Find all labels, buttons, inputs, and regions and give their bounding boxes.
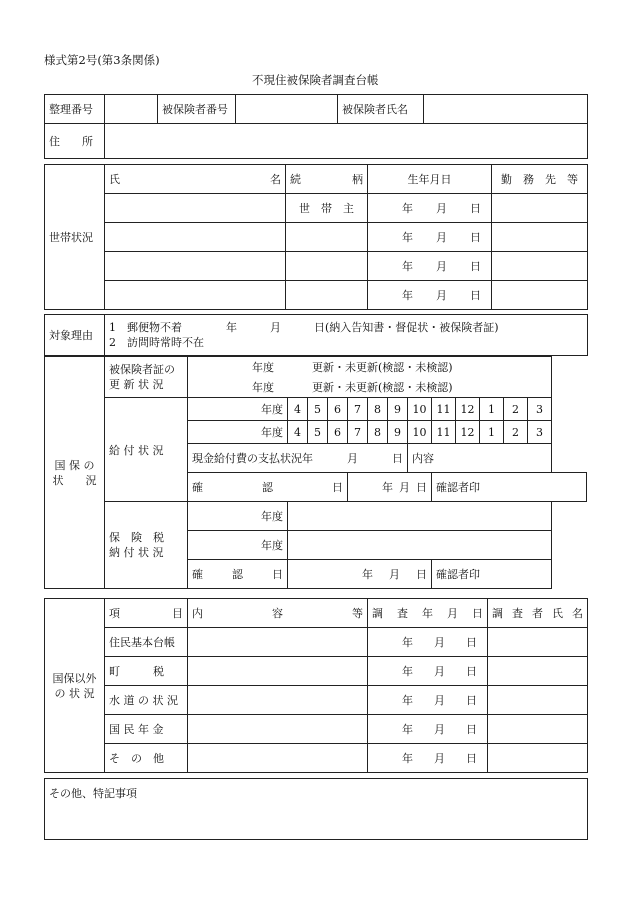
month-cell[interactable]: 4 (288, 421, 308, 444)
hihoken-name-field[interactable] (424, 95, 588, 124)
month-cell[interactable]: 9 (388, 421, 408, 444)
month-label: 月 (434, 752, 445, 765)
month-cell[interactable]: 12 (456, 421, 480, 444)
jusho-label: 住 所 (45, 124, 105, 159)
item-label: 国 民 年 金 (105, 715, 188, 744)
member-name-field[interactable] (105, 223, 286, 252)
year-label: 年 (402, 665, 413, 678)
kokuho-label-b: 状 況 (52, 473, 97, 487)
content-field[interactable] (188, 686, 368, 715)
person-field[interactable] (488, 744, 588, 773)
item-label: 町 税 (105, 657, 188, 686)
naiyo-cell[interactable] (408, 444, 552, 473)
month-cell[interactable]: 4 (288, 398, 308, 421)
year-label: 年 (402, 289, 413, 302)
payment-text: 現金給付費の支払状況 (192, 452, 302, 465)
kakunin-label: 確 認 日 (188, 473, 348, 502)
month-cell[interactable]: 6 (328, 398, 348, 421)
person-field[interactable] (488, 628, 588, 657)
card-renew-a: 被保険者証の (109, 363, 175, 376)
day-label: 日 (392, 452, 403, 465)
notes-field[interactable] (45, 779, 588, 840)
card-renew-label (105, 357, 188, 398)
other-label-b: の 状 況 (54, 686, 95, 700)
tax-kakunin-seal[interactable] (432, 560, 552, 589)
form-title: 不現住被保険者調査台帳 (252, 73, 379, 87)
year-label: 年 (362, 568, 373, 581)
kakunin-seal-label: 確認者印 (436, 481, 480, 494)
day-label: 日 (466, 694, 477, 707)
other-label (45, 599, 105, 773)
month-label: 月 (434, 694, 445, 707)
renew-row-1 (188, 357, 552, 378)
seiri-field[interactable] (105, 95, 158, 124)
setai-head: 世 帯 主 (286, 194, 368, 223)
renew-options: 更新・未更新(検認・未検認) (312, 361, 453, 374)
month-label: 月 (434, 723, 445, 736)
month-cell[interactable]: 11 (432, 398, 456, 421)
month-label: 月 (436, 231, 447, 244)
year-label: 年 (402, 752, 413, 765)
col-person: 調 査 者 氏 名 (488, 599, 588, 628)
top-table (44, 94, 588, 159)
content-field[interactable] (188, 744, 368, 773)
month-cell[interactable]: 6 (328, 421, 348, 444)
notes-label: その他、特記事項 (49, 787, 137, 800)
card-renew-b: 更 新 状 況 (109, 378, 164, 391)
nendo-label: 年度 (188, 421, 288, 444)
day-label: 日 (466, 752, 477, 765)
member-work-field[interactable] (492, 281, 588, 310)
year-label: 年 (402, 723, 413, 736)
day-label: 日 (466, 665, 477, 678)
kakunin-label: 確 認 日 (188, 560, 288, 589)
naiyo-label: 内容 (412, 452, 434, 465)
day-label: 日 (470, 260, 481, 273)
month-cell[interactable]: 8 (368, 421, 388, 444)
month-label: 月 (436, 202, 447, 215)
month-cell[interactable]: 9 (388, 398, 408, 421)
reason-line-1: 1 郵便物不着 年 月 日(納入告知書・督促状・被保険者証) (109, 321, 499, 334)
month-cell[interactable]: 5 (308, 421, 328, 444)
month-cell[interactable]: 3 (528, 421, 552, 444)
col-gara: 柄 (352, 173, 363, 186)
month-label: 月 (389, 568, 400, 581)
payment-label (188, 444, 408, 473)
day-label: 日 (470, 231, 481, 244)
year-label: 年 (402, 694, 413, 707)
kakunin-date[interactable] (348, 473, 432, 502)
day-label: 日 (416, 481, 427, 494)
year-label: 年 (402, 636, 413, 649)
member-name-field[interactable] (105, 194, 286, 223)
month-cell[interactable]: 3 (528, 398, 552, 421)
nendo-label: 年度 (252, 361, 274, 374)
col-date: 調 査 年 月 日 (368, 599, 488, 628)
year-label: 年 (302, 452, 313, 465)
item-label: 住民基本台帳 (105, 628, 188, 657)
month-label: 月 (434, 636, 445, 649)
seiri-label: 整理番号 (45, 95, 105, 124)
tax-label-a: 保 険 税 (109, 531, 164, 544)
month-cell[interactable]: 10 (408, 421, 432, 444)
day-label: 日 (466, 723, 477, 736)
month-cell[interactable]: 1 (480, 398, 504, 421)
person-field[interactable] (488, 715, 588, 744)
member-relation-field[interactable] (286, 223, 368, 252)
hihoken-no-field[interactable] (236, 95, 338, 124)
col-content: 内 容 等 (188, 599, 368, 628)
col-shi: 氏 (109, 173, 120, 186)
day-label: 日 (416, 568, 427, 581)
kokuho-label-a: 国 保 の (54, 458, 95, 472)
kyufu-label: 給 付 状 況 (105, 398, 188, 502)
day-label: 日 (470, 289, 481, 302)
person-field[interactable] (488, 657, 588, 686)
month-cell[interactable]: 2 (504, 398, 528, 421)
tax-label (105, 502, 188, 589)
other-table (44, 598, 588, 773)
kakunin-seal-label: 確認者印 (436, 568, 480, 581)
reason-content (105, 315, 588, 356)
other-label-a: 国保以外 (52, 671, 97, 685)
tax-label-b: 納 付 状 況 (109, 546, 164, 559)
content-field[interactable] (188, 715, 368, 744)
month-cell[interactable]: 7 (348, 421, 368, 444)
nendo-label: 年度 (188, 398, 288, 421)
month-cell[interactable]: 7 (348, 398, 368, 421)
col-item: 項 目 (105, 599, 188, 628)
month-label: 月 (436, 289, 447, 302)
month-label: 月 (347, 452, 358, 465)
form-number: 様式第2号(第3条関係) (44, 53, 160, 67)
col-birth: 生年月日 (368, 165, 492, 194)
day-label: 日 (470, 202, 481, 215)
member-name-field[interactable] (105, 252, 286, 281)
year-label: 年 (402, 202, 413, 215)
jusho-field[interactable] (105, 124, 588, 159)
col-mei: 名 (270, 173, 281, 186)
member-name-field[interactable] (105, 281, 286, 310)
setai-label: 世帯状況 (45, 165, 105, 310)
hihoken-no-label: 被保険者番号 (158, 95, 236, 124)
member-work-field[interactable] (492, 194, 588, 223)
item-label: そ の 他 (105, 744, 188, 773)
month-cell[interactable]: 11 (432, 421, 456, 444)
year-label: 年 (402, 260, 413, 273)
member-work-field[interactable] (492, 223, 588, 252)
kokuho-label (45, 357, 105, 589)
reason-line-2: 2 訪問時常時不在 (109, 336, 204, 349)
notes-table (44, 778, 588, 840)
nendo-label: 年度 (252, 381, 274, 394)
reason-table (44, 314, 588, 356)
month-label: 月 (399, 481, 410, 494)
item-label: 水 道 の 状 況 (105, 686, 188, 715)
nendo-label: 年度 (188, 502, 288, 531)
renew-options: 更新・未更新(検認・未検認) (312, 381, 453, 394)
kakunin-seal[interactable] (432, 473, 587, 502)
content-field[interactable] (188, 628, 368, 657)
day-label: 日 (466, 636, 477, 649)
reason-label: 対象理由 (45, 315, 105, 356)
year-label: 年 (382, 481, 393, 494)
renew-row-2 (188, 377, 552, 398)
person-field[interactable] (488, 686, 588, 715)
col-zoku: 続 (290, 173, 301, 186)
member-work-field[interactable] (492, 252, 588, 281)
month-cell[interactable]: 5 (308, 398, 328, 421)
setai-table (44, 164, 588, 310)
tax-kakunin-date[interactable] (288, 560, 432, 589)
month-cell[interactable]: 12 (456, 398, 480, 421)
member-relation-field[interactable] (286, 281, 368, 310)
month-cell[interactable]: 10 (408, 398, 432, 421)
col-work: 勤 務 先 等 (492, 165, 588, 194)
month-label: 月 (434, 665, 445, 678)
month-cell[interactable]: 2 (504, 421, 528, 444)
member-relation-field[interactable] (286, 252, 368, 281)
tax-row-field[interactable] (288, 502, 552, 531)
month-label: 月 (436, 260, 447, 273)
kokuho-table (44, 356, 587, 589)
hihoken-name-label: 被保険者氏名 (338, 95, 424, 124)
year-label: 年 (402, 231, 413, 244)
month-cell[interactable]: 8 (368, 398, 388, 421)
tax-row-field[interactable] (288, 531, 552, 560)
month-cell[interactable]: 1 (480, 421, 504, 444)
content-field[interactable] (188, 657, 368, 686)
nendo-label: 年度 (188, 531, 288, 560)
